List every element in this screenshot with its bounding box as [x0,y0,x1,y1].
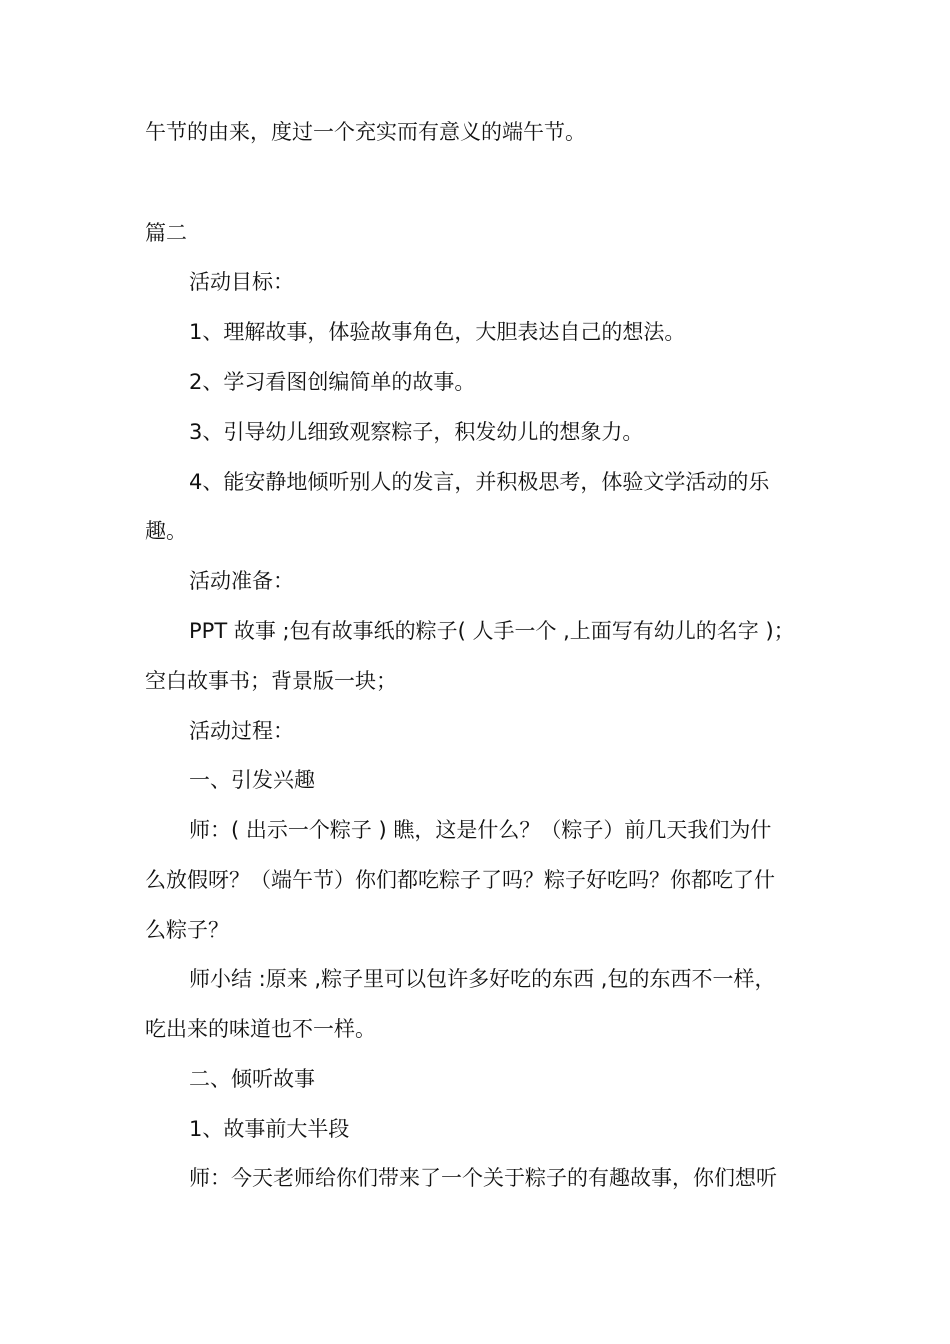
paragraph-line: 师：( 出示一个粽子 ) 瞧，这是什么？（粽子）前几天我们为什 [189,818,772,842]
list-item: 3、引导幼儿细致观察粽子，积发幼儿的想象力。 [189,420,644,444]
heading-line: 一、引发兴趣 [189,768,315,792]
list-item: 2、学习看图创编简单的故事。 [189,370,476,394]
paragraph-line: 师：今天老师给你们带来了一个关于粽子的有趣故事，你们想听 [189,1166,777,1190]
list-item: 4、能安静地倾听别人的发言，并积极思考，体验文学活动的乐 [189,470,770,494]
paragraph-line: 空白故事书；背景版一块； [145,669,397,693]
list-item: 1、理解故事，体验故事角色，大胆表达自己的想法。 [189,320,686,344]
paragraph-line: 师小结 :原来 ,粽子里可以包许多好吃的东西 ,包的东西不一样， [189,967,776,991]
paragraph-line: 趣。 [145,519,187,543]
heading-line: 活动目标： [189,270,294,294]
heading-line: 活动准备： [189,569,294,593]
heading-line: 二、倾听故事 [189,1067,315,1091]
paragraph-line: 么放假呀？（端午节）你们都吃粽子了吗？粽子好吃吗？你都吃了什 [145,868,775,892]
paragraph-line: 吃出来的味道也不一样。 [145,1017,376,1041]
paragraph-line: 午节的由来，度过一个充实而有意义的端午节。 [145,120,586,144]
paragraph-line: 么粽子？ [145,918,229,942]
heading-line: 1、故事前大半段 [189,1117,350,1141]
paragraph-line: PPT 故事 ;包有故事纸的粽子( 人手一个 ,上面写有幼儿的名字 )； [189,619,795,643]
heading-line: 活动过程： [189,719,294,743]
section-title: 篇二 [145,221,187,245]
